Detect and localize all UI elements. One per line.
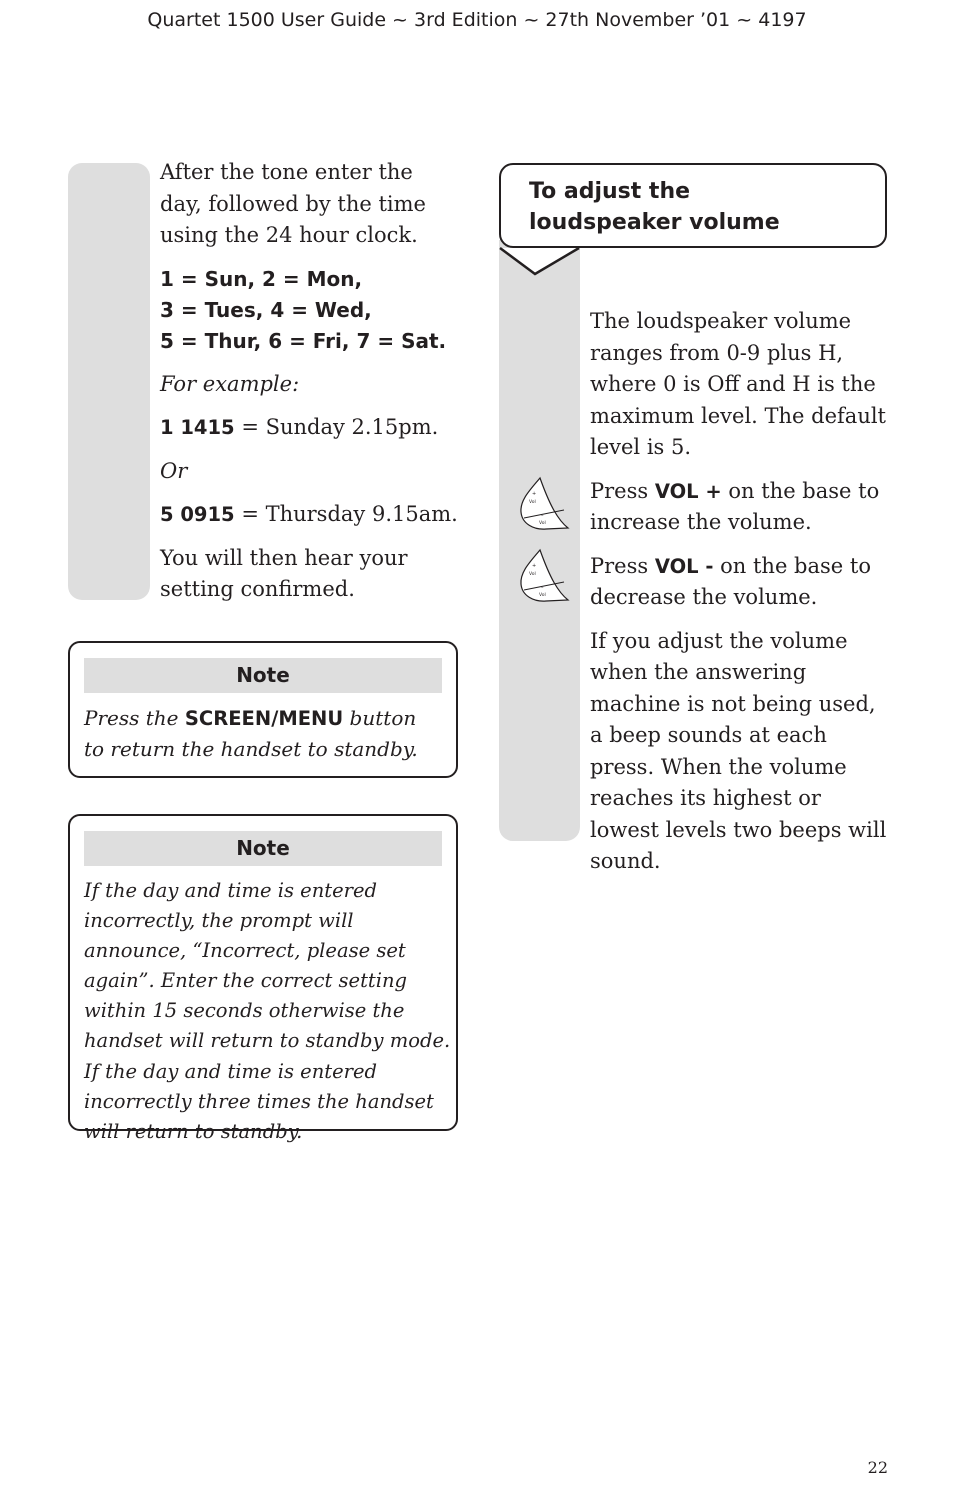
page-number: 22 — [867, 1458, 888, 1477]
press-label: Press — [590, 478, 655, 503]
vol-up-text: on the base to increase the volume. — [590, 478, 880, 534]
note-body — [84, 703, 442, 764]
section-heading-line: loudspeaker volume — [529, 210, 780, 235]
intro-text: After the tone enter the day, followed by the time using the 24 hour clock. — [160, 160, 426, 247]
example-1-code: 1 1415 — [160, 416, 235, 439]
example-2-text: = Thursday 9.15am. — [234, 502, 458, 526]
example-2 — [160, 499, 460, 531]
day-codes-line: 3 = Tues, 4 = Wed, — [160, 297, 372, 322]
vol-label: Vol — [529, 500, 536, 505]
vol-label: Vol — [529, 572, 536, 577]
confirm-text: You will then hear your setting confirmed. — [160, 545, 408, 601]
note-body-pre: Press the — [84, 706, 185, 730]
note-body-post: button to return the handset to standby. — [84, 706, 418, 761]
section-heading — [529, 176, 780, 238]
note-title: Note — [84, 658, 442, 693]
example-1 — [160, 412, 460, 444]
vol-plus-button-icon — [518, 476, 570, 532]
day-codes-line: 5 = Thur, 6 = Fri, 7 = Sat. — [160, 328, 447, 353]
volume-range-text: The loudspeaker volume ranges from 0-9 plus H, where 0 is Off and H is the maximum level. The default level is 5. — [590, 309, 886, 459]
plus-glyph: + — [532, 563, 537, 569]
left-instructions — [160, 157, 460, 618]
vol-down-instruction — [590, 551, 892, 614]
vol-minus-key: VOL - — [654, 554, 714, 578]
section-heading-box — [499, 163, 887, 248]
screen-menu-key: SCREEN/MENU — [184, 707, 344, 730]
note-box-standby — [68, 641, 458, 778]
heading-pointer — [497, 244, 581, 278]
left-margin-bar — [68, 163, 150, 600]
vol-plus-key: VOL + — [654, 479, 722, 503]
note-body: If the day and time is entered incorrectly, the prompt will announce, “Incorrect, please set again”. Enter the correct setting within 15 seconds otherwise the handset will return to standby mode. If the day and time is entered incorrectly three times the handset will return to standby. — [84, 879, 451, 1143]
example-1-text: = Sunday 2.15pm. — [234, 415, 439, 439]
minus-glyph: – — [541, 513, 544, 519]
example-label: For example: — [160, 371, 300, 396]
vol-down-text: on the base to decrease the volume. — [590, 553, 871, 609]
vol-label: Vol — [539, 521, 546, 526]
page-header: Quartet 1500 User Guide ~ 3rd Edition ~ 27th November ’01 ~ 4197 — [147, 9, 807, 31]
adjust-volume-text: If you adjust the volume when the answering machine is not being used, a beep sounds at each press. When the volume reaches its highest or lowest levels two beeps will sound. — [590, 628, 887, 873]
section-heading-line: To adjust the — [529, 179, 691, 204]
plus-glyph: + — [532, 491, 537, 497]
right-instructions — [590, 306, 892, 890]
day-codes-line: 1 = Sun, 2 = Mon, — [160, 266, 363, 291]
vol-label: Vol — [539, 593, 546, 598]
day-codes — [160, 264, 460, 357]
or-label: Or — [160, 458, 188, 483]
minus-glyph: – — [541, 585, 544, 591]
note-title: Note — [84, 831, 442, 866]
vol-minus-button-icon — [518, 548, 570, 604]
note-box-incorrect-entry — [68, 814, 458, 1143]
right-margin-bar — [499, 240, 580, 841]
press-label: Press — [590, 553, 655, 578]
vol-up-instruction — [590, 476, 892, 539]
example-2-code: 5 0915 — [160, 503, 235, 526]
